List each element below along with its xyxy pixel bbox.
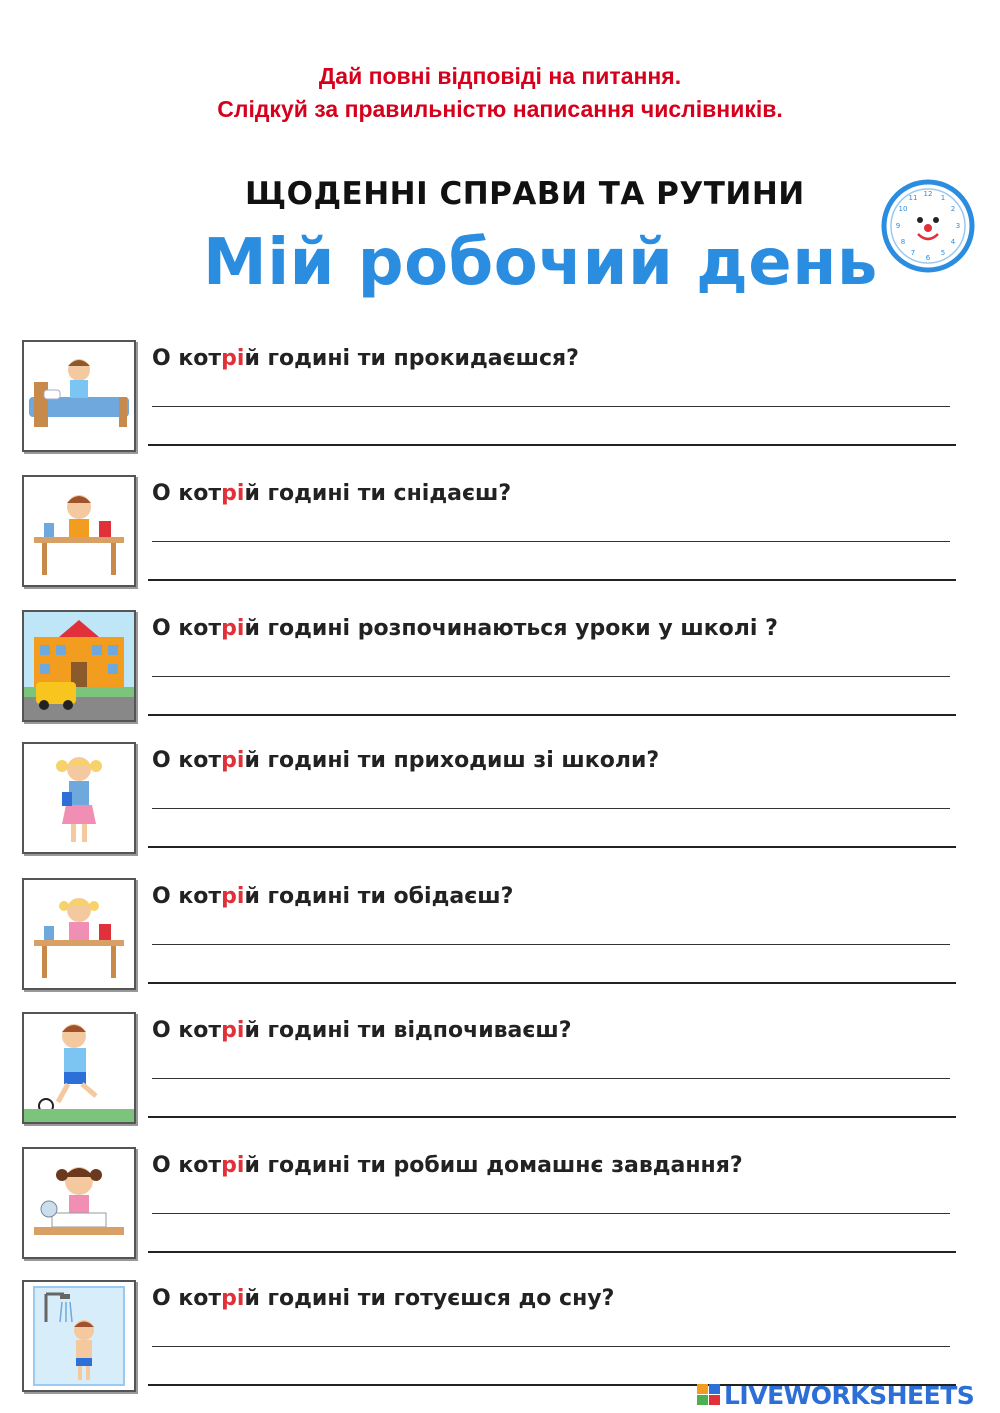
question-text-highlight: рі <box>221 1018 245 1043</box>
girl-with-books-icon <box>22 742 136 854</box>
svg-text:2: 2 <box>950 205 956 213</box>
worksheet-title: Мій робочий день <box>203 226 878 300</box>
answer-line[interactable] <box>148 846 956 848</box>
liveworksheets-logo-icon <box>697 1384 721 1406</box>
answer-line[interactable] <box>152 541 950 542</box>
instructions <box>0 60 1000 126</box>
instruction-line-2: Слідкуй за правильністю написання числівників. <box>217 96 783 122</box>
question-text-end: й годині розпочинаються уроки у школі ? <box>244 616 778 641</box>
question-text-end: й годині ти відпочиваєш? <box>244 1018 572 1043</box>
svg-text:6: 6 <box>925 254 931 262</box>
question-text <box>152 346 579 371</box>
worksheet-subtitle: ЩОДЕННІ СПРАВИ ТА РУТИНИ <box>245 176 805 212</box>
question-text-highlight: рі <box>221 481 245 506</box>
liveworksheets-brand[interactable] <box>697 1380 974 1410</box>
svg-text:4: 4 <box>950 238 956 246</box>
question-row <box>0 340 1000 455</box>
answer-line[interactable] <box>152 1213 950 1214</box>
svg-text:1: 1 <box>940 194 946 202</box>
waking-up-bed-icon <box>22 340 136 452</box>
question-text-highlight: рі <box>221 346 245 371</box>
question-text-highlight: рі <box>221 1153 245 1178</box>
question-row <box>0 1280 1000 1395</box>
question-text-start: О кот <box>152 884 222 909</box>
question-text-end: й годині ти обідаєш? <box>244 884 514 909</box>
answer-line[interactable] <box>148 444 956 446</box>
question-text <box>152 481 511 506</box>
answer-line[interactable] <box>148 579 956 581</box>
lunch-table-icon <box>22 878 136 990</box>
answer-line[interactable] <box>152 1346 950 1347</box>
question-text-start: О кот <box>152 481 222 506</box>
answer-line[interactable] <box>152 406 950 407</box>
svg-text:8: 8 <box>900 238 906 246</box>
shower-icon <box>22 1280 136 1392</box>
answer-line[interactable] <box>152 944 950 945</box>
svg-text:11: 11 <box>908 194 918 202</box>
homework-desk-icon <box>22 1147 136 1259</box>
playing-football-icon <box>22 1012 136 1124</box>
svg-text:9: 9 <box>895 222 901 230</box>
question-text-end: й годині ти готуєшся до сну? <box>244 1286 615 1311</box>
question-text-highlight: рі <box>221 884 245 909</box>
question-text-end: й годині ти прокидаєшся? <box>244 346 579 371</box>
question-row <box>0 610 1000 725</box>
svg-text:3: 3 <box>955 222 961 230</box>
question-text <box>152 748 659 773</box>
question-text-highlight: рі <box>221 616 245 641</box>
question-text-start: О кот <box>152 616 222 641</box>
school-building-icon <box>22 610 136 722</box>
question-text <box>152 884 513 909</box>
answer-line[interactable] <box>148 714 956 716</box>
question-row <box>0 1012 1000 1127</box>
question-text-start: О кот <box>152 346 222 371</box>
question-row <box>0 878 1000 993</box>
svg-text:7: 7 <box>910 249 916 257</box>
question-text-highlight: рі <box>221 1286 245 1311</box>
question-text <box>152 1286 614 1311</box>
question-text-start: О кот <box>152 1286 222 1311</box>
answer-line[interactable] <box>148 982 956 984</box>
answer-line[interactable] <box>148 1116 956 1118</box>
question-text <box>152 1153 743 1178</box>
question-text-start: О кот <box>152 1018 222 1043</box>
answer-line[interactable] <box>152 676 950 677</box>
svg-text:5: 5 <box>940 249 946 257</box>
question-text-end: й годині ти приходиш зі школи? <box>244 748 660 773</box>
question-text-end: й годині ти робиш домашнє завдання? <box>244 1153 743 1178</box>
question-text <box>152 616 778 641</box>
breakfast-table-icon <box>22 475 136 587</box>
question-text-start: О кот <box>152 1153 222 1178</box>
svg-text:12: 12 <box>923 190 933 198</box>
liveworksheets-brand-text: LIVEWORKSHEETS <box>724 1380 975 1410</box>
question-text <box>152 1018 572 1043</box>
answer-line[interactable] <box>148 1251 956 1253</box>
answer-line[interactable] <box>152 808 950 809</box>
answer-line[interactable] <box>152 1078 950 1079</box>
question-row <box>0 475 1000 590</box>
question-text-start: О кот <box>152 748 222 773</box>
question-row <box>0 742 1000 857</box>
instruction-line-1: Дай повні відповіді на питання. <box>318 63 682 89</box>
question-text-end: й годині ти снідаєш? <box>244 481 512 506</box>
question-row <box>0 1147 1000 1262</box>
question-text-highlight: рі <box>221 748 245 773</box>
clock-face-icon <box>880 178 976 274</box>
svg-text:10: 10 <box>898 205 908 213</box>
